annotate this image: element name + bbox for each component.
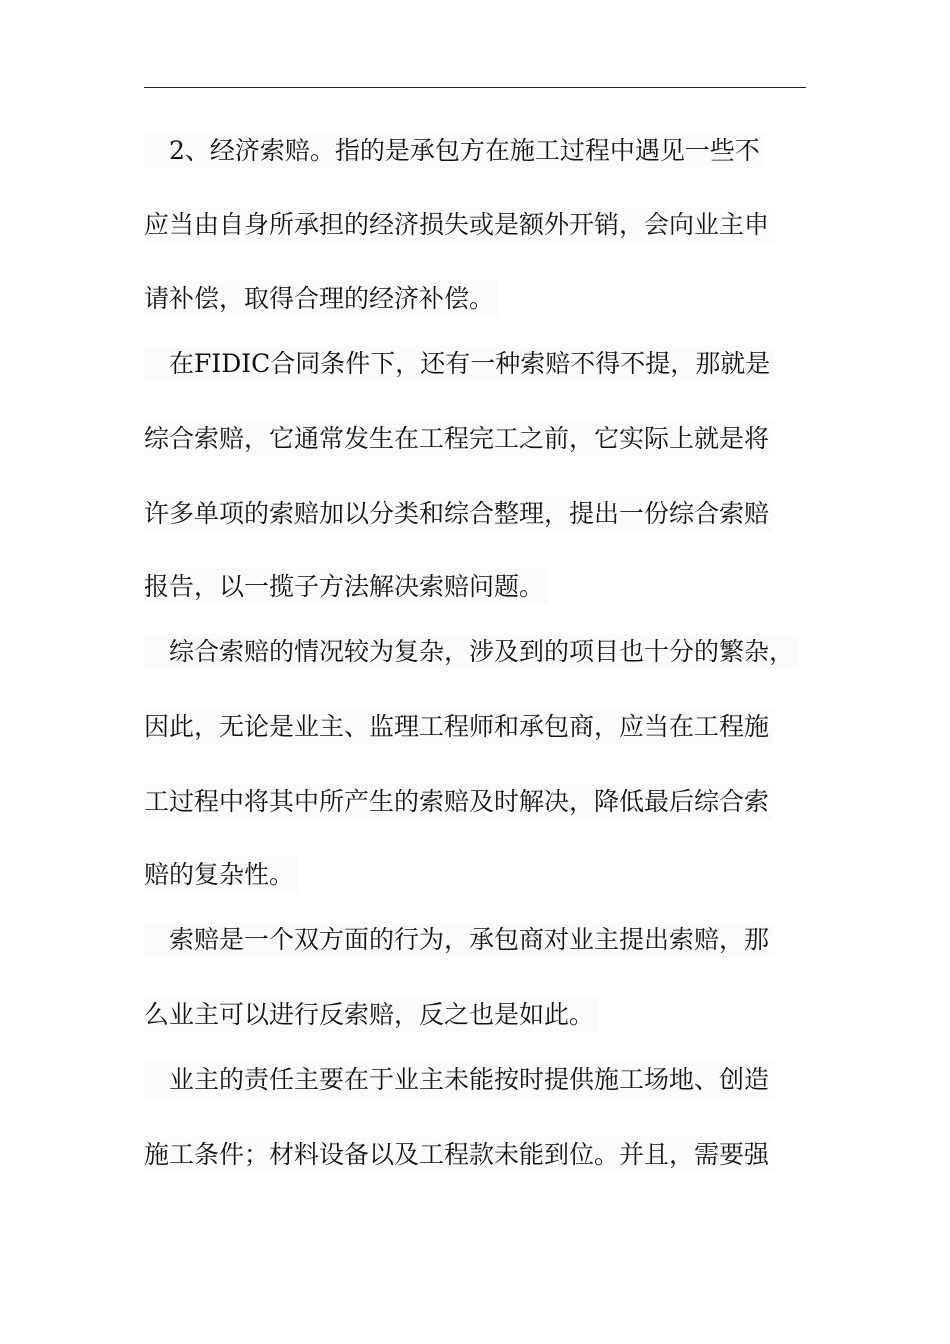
text-line: 工过程中将其中所产生的索赔及时解决，降低最后综合索 <box>144 784 773 820</box>
text-line: 赔的复杂性。 <box>144 857 298 893</box>
text-line: 索赔是一个双方面的行为，承包商对业主提出索赔，那 <box>144 922 773 958</box>
text-line: 许多单项的索赔加以分类和综合整理，提出一份综合索赔 <box>144 496 773 532</box>
text-line: 业主的责任主要在于业主未能按时提供施工场地、创造 <box>144 1062 773 1098</box>
text-line: 综合索赔，它通常发生在工程完工之前，它实际上就是将 <box>144 421 773 457</box>
text-line: 在FIDIC合同条件下，还有一种索赔不得不提，那就是 <box>144 346 774 382</box>
text-line: 施工条件；材料设备以及工程款未能到位。并且，需要强 <box>144 1137 773 1173</box>
text-line: 请补偿，取得合理的经济补偿。 <box>144 281 498 317</box>
text-line: 报告，以一揽子方法解决索赔问题。 <box>144 569 548 605</box>
text-line: 么业主可以进行反索赔，反之也是如此。 <box>144 997 598 1033</box>
text-line: 应当由自身所承担的经济损失或是额外开销，会向业主申 <box>144 207 773 243</box>
text-line: 2、经济索赔。指的是承包方在施工过程中遇见一些不 <box>144 133 764 169</box>
text-line: 因此，无论是业主、监理工程师和承包商，应当在工程施 <box>144 709 773 745</box>
header-rule <box>144 87 806 88</box>
text-line: 综合索赔的情况较为复杂，涉及到的项目也十分的繁杂， <box>144 634 798 670</box>
